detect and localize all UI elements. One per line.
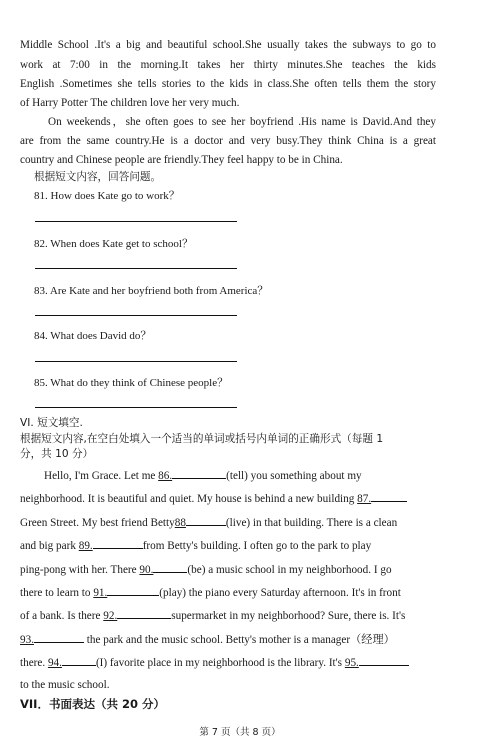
answer-line-85[interactable] (35, 407, 237, 408)
passage-line: of Harry Potter The children love her very much. (20, 97, 240, 109)
passage-line: work at 7:00 in the morning.It takes her thirty minutes.She teaches the kids (20, 59, 436, 71)
cloze-text: there to learn to (20, 587, 94, 599)
cloze-text: from Betty's building. I often go to the park to play (142, 540, 372, 552)
cloze-text: Hello, I'm Grace. Let me (44, 470, 159, 482)
blank-number-93: 93. (20, 634, 34, 646)
cloze-text: the park and the music school. Betty's mother is a manager（经理） (83, 634, 395, 646)
blank-number-86: 86. (158, 470, 173, 482)
cloze-text: neighborhood. It is beautiful and quiet. My house is behind a new building (20, 493, 358, 505)
reading-instruction: 根据短文内容，回答问题。 (34, 171, 162, 183)
cloze-text: and big park (20, 540, 79, 552)
blank-number-94: 94. (47, 657, 62, 669)
blank-89[interactable] (93, 537, 143, 549)
page-footer: 第 7 页（共 8 页） (199, 727, 281, 738)
cloze-text: ping-pong with her. There (20, 564, 140, 576)
cloze-text: of a bank. Is there (20, 610, 104, 622)
blank-number-89: 89. (78, 540, 93, 552)
blank-94[interactable] (62, 654, 96, 666)
answer-line-83[interactable] (35, 315, 237, 316)
cloze-line (20, 490, 407, 506)
answer-line-84[interactable] (35, 361, 237, 362)
question-83: 83. Are Kate and her boyfriend both from America？ (34, 285, 269, 297)
blank-number-90: 90. (139, 564, 154, 576)
blank-number-87: 87. (357, 493, 372, 505)
cloze-line (20, 584, 401, 600)
blank-88[interactable] (186, 514, 226, 526)
cloze-line (20, 607, 405, 623)
cloze-text: (be) a music school in my neighborhood. I go (187, 564, 392, 576)
blank-86[interactable] (172, 467, 226, 479)
blank-90[interactable] (153, 561, 187, 573)
section7-title: VII．书面表达（共 20 分） (20, 697, 165, 711)
cloze-line (44, 467, 362, 483)
blank-91[interactable] (107, 584, 159, 596)
question-85: 85. What do they think of Chinese people？ (34, 377, 229, 389)
question-82: 82. When does Kate get to school？ (34, 238, 193, 250)
blank-87[interactable] (371, 490, 407, 502)
cloze-text: (I) favorite place in my neighborhood is the library. It's (95, 657, 345, 669)
answer-line-81[interactable] (35, 221, 237, 222)
blank-number-95: 95. (344, 657, 359, 669)
cloze-text: supermarket in my neighborhood? Sure, there is. It's (171, 610, 406, 622)
section6-instruction: 分，共 10 分） (20, 448, 94, 460)
cloze-line (20, 561, 392, 577)
cloze-text: (tell) you something about my (226, 470, 362, 482)
cloze-text: (play) the piano every Saturday afternoon. It's in front (159, 587, 401, 599)
cloze-line: to the music school. (20, 679, 110, 691)
blank-95[interactable] (359, 654, 409, 666)
cloze-text: there. (20, 657, 48, 669)
question-81: 81. How does Kate go to work？ (34, 190, 180, 202)
blank-92[interactable] (117, 607, 171, 619)
cloze-line (20, 631, 395, 647)
passage-line: Middle School .It's a big and beautiful school.She usually takes the subways to go to (20, 39, 436, 51)
passage-line: On weekends，she often goes to see her boyfriend .His name is David.And they (48, 116, 436, 128)
passage-line: are from the same country.He is a doctor and very busy.They think China is a great (20, 135, 436, 147)
blank-93[interactable] (34, 631, 84, 643)
cloze-line (20, 514, 397, 530)
cloze-text: (live) in that building. There is a clean (225, 517, 398, 529)
section6-instruction: 根据短文内容,在空白处填入一个适当的单词或括号内单词的正确形式（每题 1 (20, 433, 384, 445)
passage-line: country and Chinese people are friendly.They feel happy to be in China. (20, 154, 343, 166)
passage-line: English .Sometimes she tells stories to the kids in class.She often tells them the story (20, 78, 436, 90)
cloze-text: Green Street. My best friend Betty (20, 517, 175, 529)
answer-line-82[interactable] (35, 268, 237, 269)
blank-number-92: 92. (103, 610, 118, 622)
blank-number-88: 88 (174, 517, 186, 529)
section6-title: VI. 短文填空. (20, 417, 83, 429)
cloze-line (20, 537, 371, 553)
cloze-line (20, 654, 409, 670)
blank-number-91: 91. (93, 587, 108, 599)
question-84: 84. What does David do？ (34, 330, 152, 342)
